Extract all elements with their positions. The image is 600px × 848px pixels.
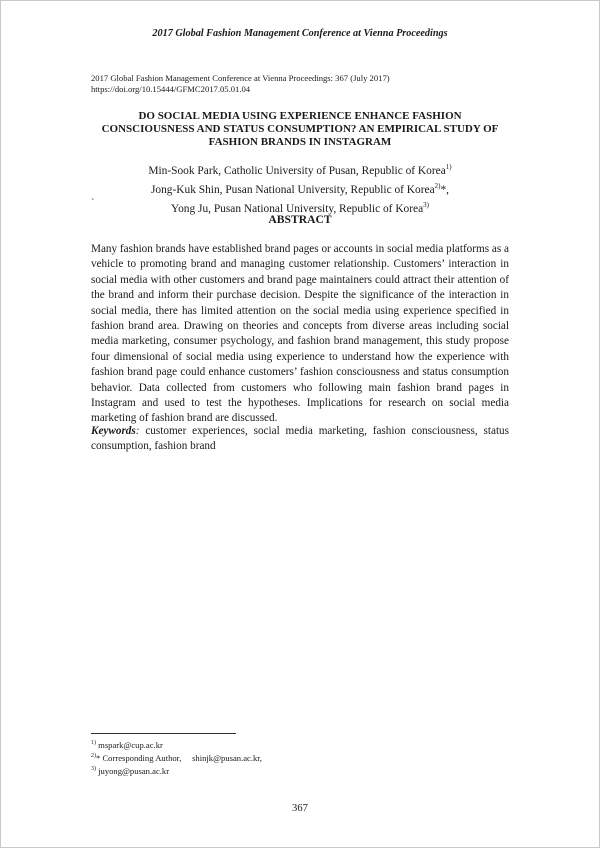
author-line: Min-Sook Park, Catholic University of Pusan, Republic of Korea$^{1)}$ [148, 163, 452, 177]
abstract-body: Many fashion brands have established brand pages or accounts in social media platforms as a vehicle to promoting brand and managing customer relationship. Customers’ interaction in social media with other customers and brand page maintainers could attract their attention of the brand and inform their purchase decision. Despite the significance of the interaction in social media, there has limited attention on the social media using experience specified in fashion brand area. Drawing on theories and concepts from diverse areas including social media marketing, consumer psychology, and fashion brand management, this study propose four dimensional of social media using experience to understand how the experience with fashion brand page could enhance customers’ fashion consciousness and status consumption behavior. Data collected from customers who following main fashion brand pages in Instagram and used to test the hypotheses. Implications for research on social media marketing of fashion brand are discussed. [91, 243, 509, 425]
abstract-heading: ABSTRACT [268, 213, 332, 226]
author-list [60, 160, 540, 216]
footnote-mark: 1) [91, 740, 96, 746]
footnote-mark: 2) [434, 181, 441, 190]
footnote-divider [91, 733, 236, 734]
keywords-paragraph [91, 424, 509, 455]
footnote-mark: 3) [91, 765, 96, 772]
footnote-item: $^{3)}$ juyong@pusan.ac.kr [91, 765, 170, 776]
footnote-mark: 3) [423, 200, 429, 209]
author-line: Yong Ju, Pusan National University, Republic of Korea$^{3)}$ [171, 200, 429, 215]
keywords-label: Keywords [91, 425, 136, 437]
stray-mark: ` [91, 198, 95, 209]
author-line: Jong-Kuk Shin, Pusan National University, Republic of Korea$^{2)}$*, [150, 181, 450, 196]
footnote-mark: 2) [91, 752, 96, 759]
citation-line: 2017 Global Fashion Management Conference at Vienna Proceedings: 367 (July 2017) [91, 73, 390, 83]
running-header: 2017 Global Fashion Management Conference at Vienna Proceedings [152, 28, 448, 39]
page-number: 367 [292, 803, 308, 814]
title-line-1: DO SOCIAL MEDIA USING EXPERIENCE ENHANCE FASHION [138, 110, 462, 122]
footnotes [91, 738, 262, 777]
paper-title [60, 110, 540, 149]
footnote-mark: 1) [445, 163, 452, 171]
title-line-2: CONSCIOUSNESS AND STATUS CONSUMPTION? AN EMPIRICAL STUDY OF [101, 123, 499, 135]
title-line-3: FASHION BRANDS IN INSTAGRAM [208, 136, 392, 148]
footnote-item: $^{2)}$* Corresponding Author, shinjk@pusan.ac.kr, [91, 752, 262, 763]
keywords-text: customer experiences, social media marketing, fashion consciousness, status consumption, fashion brand [91, 425, 509, 453]
doi-link[interactable]: https://doi.org/10.15444/GFMC2017.05.01.04 [91, 83, 251, 94]
footnote-item: $^{1)}$ mspark@cup.ac.kr [91, 739, 163, 750]
keywords-colon: : [135, 425, 146, 437]
citation-block [91, 73, 390, 95]
